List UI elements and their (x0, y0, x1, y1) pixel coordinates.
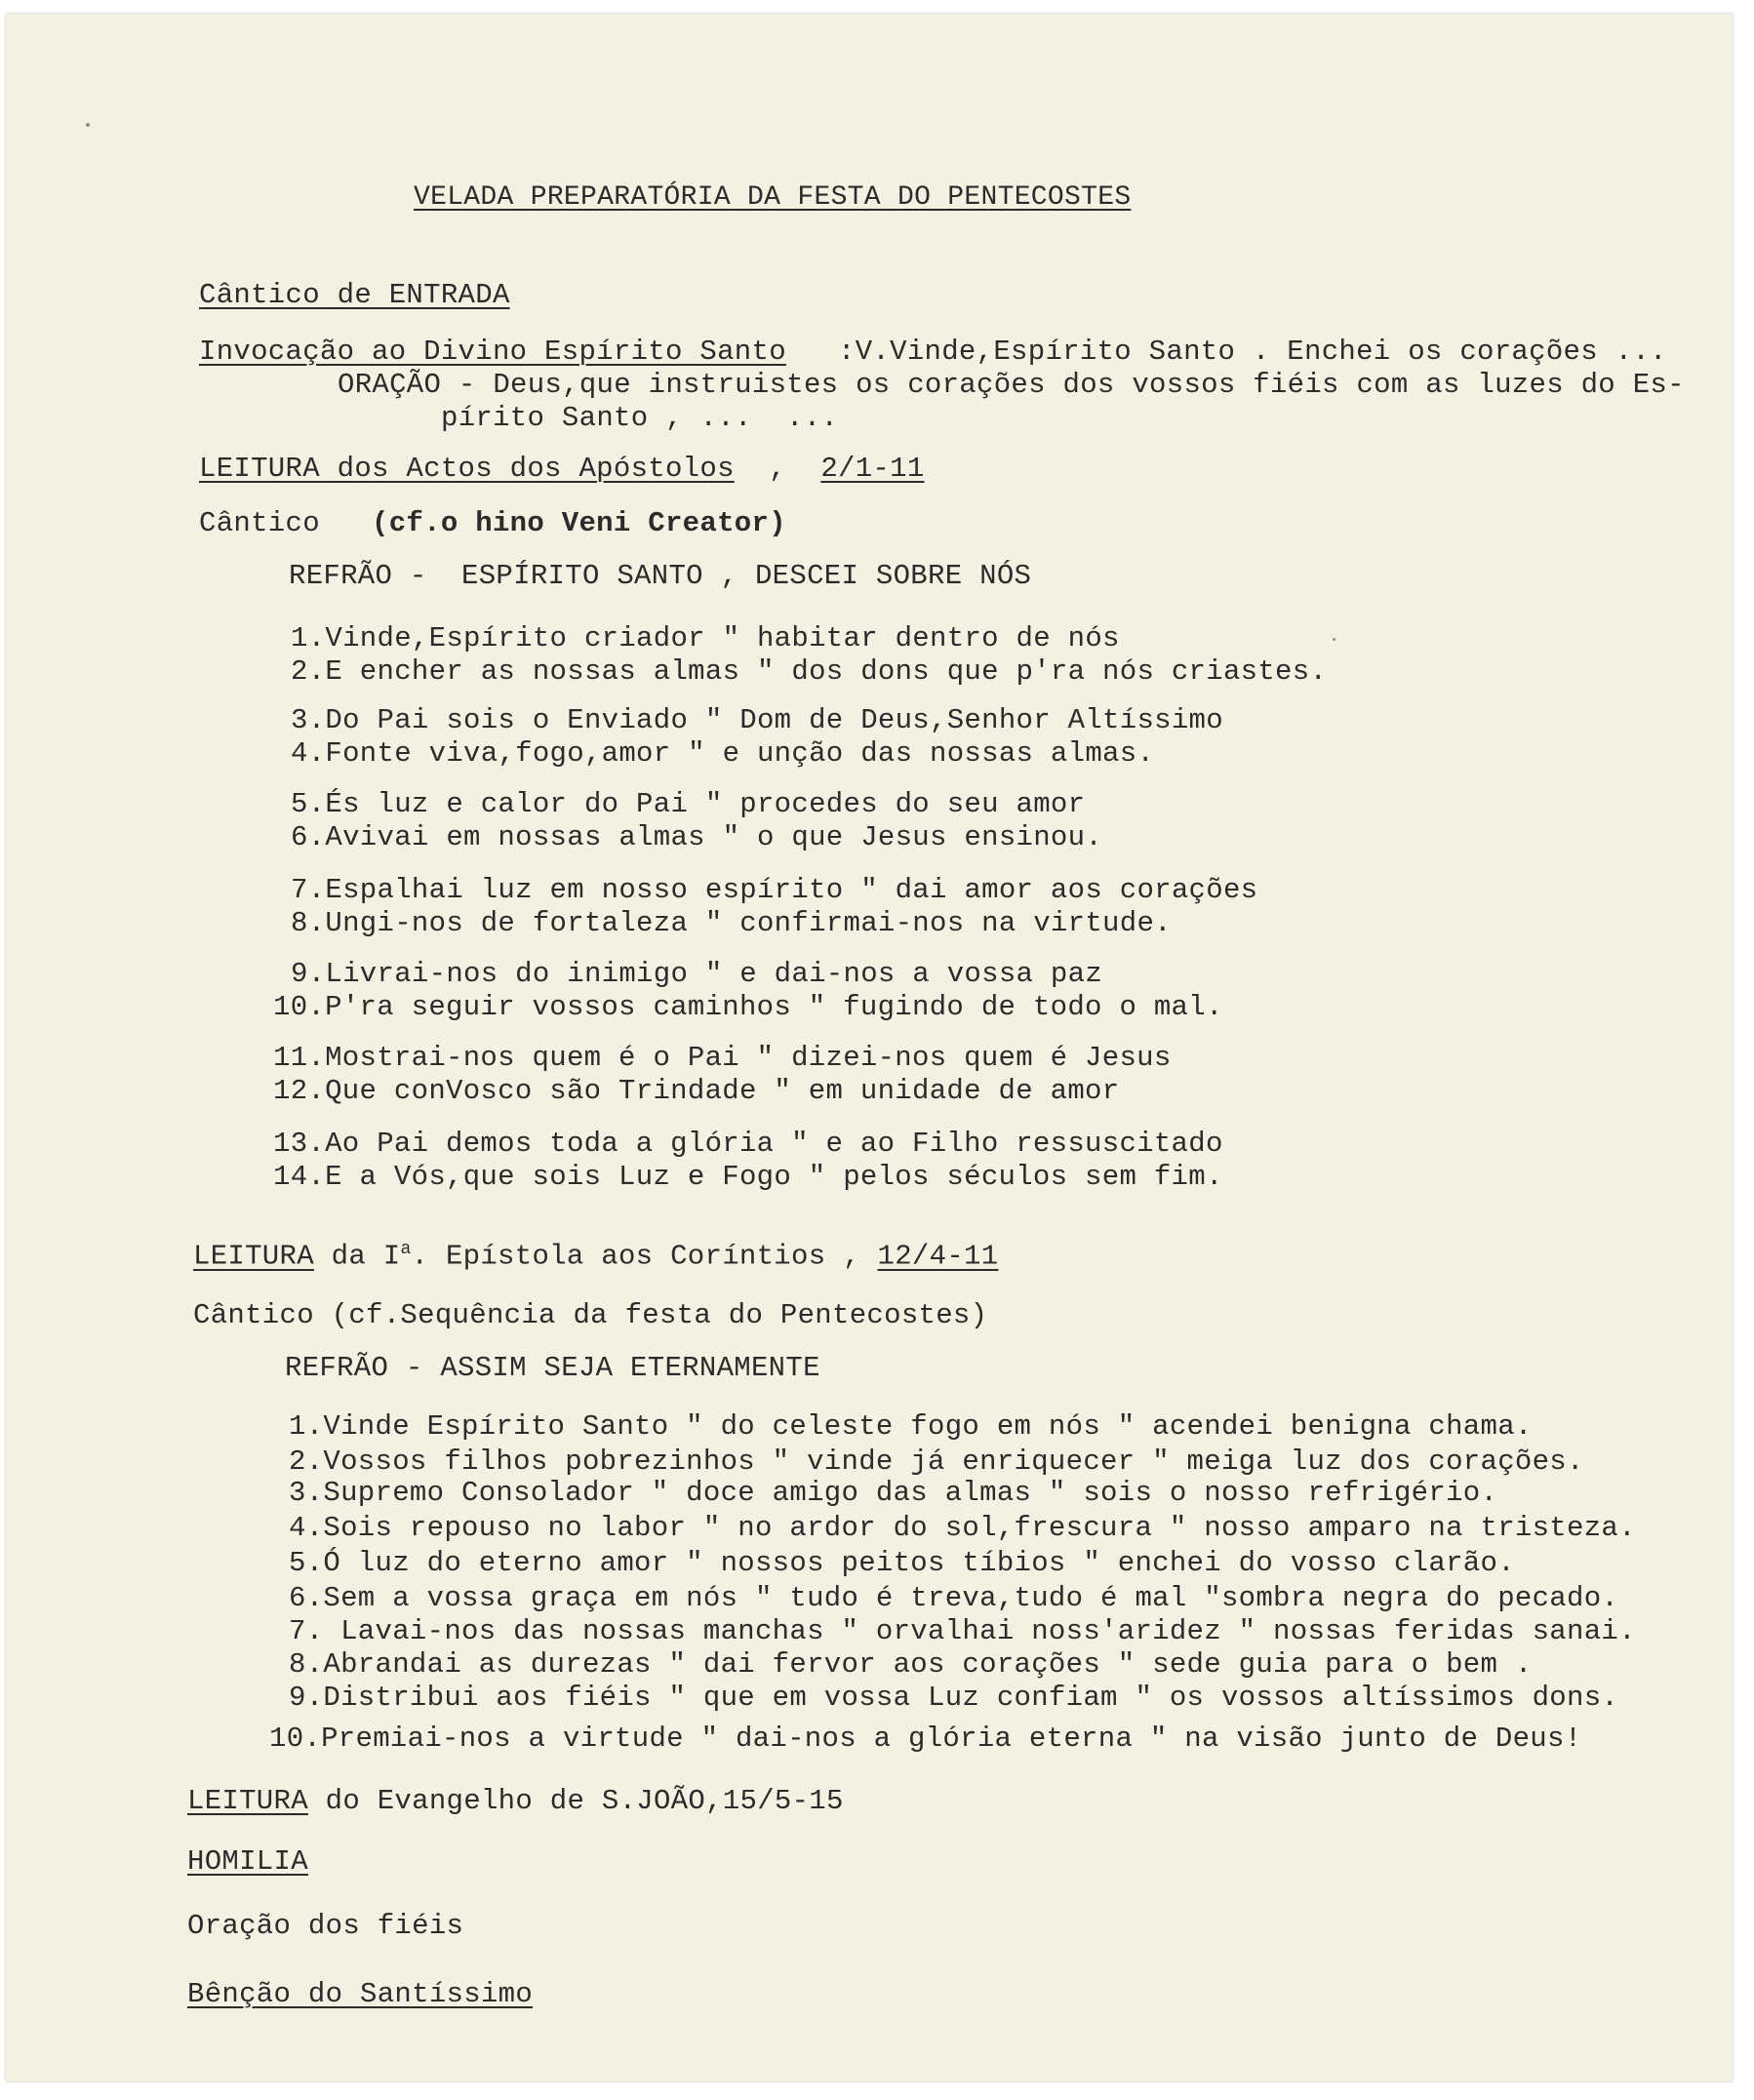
cantico-sequencia: Cântico (cf.Sequência da festa do Pentecostes) (193, 1299, 988, 1331)
hymn-verse: 3.Supremo Consolador " doce amigo das almas " sois o nosso refrigério. (289, 1477, 1498, 1509)
hymn-verse: 6.Avivai em nossas almas " o que Jesus ensinou. (291, 821, 1103, 853)
leitura-evangelho-text: do Evangelho de S.JOÃO,15/5-15 (307, 1785, 844, 1817)
section-invocacao (199, 336, 1667, 369)
oracao-line-2: pírito Santo , ... ... (441, 402, 839, 434)
cantico-label: Cântico (199, 507, 320, 539)
invocacao-versicle: :V.Vinde,Espírito Santo . Enchei os corações ... (838, 336, 1667, 368)
leitura-actos: LEITURA dos Actos dos Apóstolos , 2/1-11 (199, 453, 925, 485)
hymn-verse: 13.Ao Pai demos toda a glória " e ao Filho ressuscitado (273, 1128, 1223, 1160)
leitura-label: LEITURA (187, 1785, 308, 1817)
homilia: HOMILIA (187, 1845, 308, 1878)
oracao-fieis: Oração dos fiéis (187, 1910, 464, 1942)
document-page (6, 14, 1733, 2081)
hymn-verse: 14.E a Vós,que sois Luz e Fogo " pelos séculos sem fim. (273, 1161, 1223, 1193)
hymn-verse: 3.Do Pai sois o Enviado " Dom de Deus,Senhor Altíssimo (291, 704, 1223, 736)
leitura-corintios: LEITURA da $I^a$. Epístola aos Coríntios , 12/4-11 (193, 1240, 999, 1273)
hymn-verse: 8.Abrandai as durezas " dai fervor aos corações " sede guia para o bem . (289, 1648, 1533, 1681)
cantico-note: (cf.o hino Veni Creator) (372, 507, 786, 539)
hymn-verse: 8.Ungi-nos de fortaleza " confirmai-nos na virtude. (291, 907, 1172, 939)
hymn-verse: 2.Vossos filhos pobrezinhos " vinde já enriquecer " meiga luz dos corações. (289, 1446, 1584, 1478)
leitura-actos-ref: 2/1-11 (820, 453, 925, 485)
hymn-verse: 11.Mostrai-nos quem é o Pai " dizei-nos quem é Jesus (273, 1042, 1172, 1074)
hymn-verse: 9.Distribui aos fiéis " que em vossa Luz confiam " os vossos altíssimos dons. (289, 1682, 1619, 1714)
leitura-evangelho (187, 1785, 844, 1818)
hymn-verse: 5.És luz e calor do Pai " procedes do seu amor (291, 788, 1086, 820)
bencao-santissimo: Bênção do Santíssimo (187, 1978, 534, 2010)
leitura-label: LEITURA (199, 453, 320, 485)
paper-speck (86, 123, 90, 127)
oracao-line-1: ORAÇÃO - Deus,que instruistes os corações dos vossos fiéis com as luzes do Es- (338, 369, 1685, 401)
hymn-verse: 10.P'ra seguir vossos caminhos " fugindo de todo o mal. (273, 991, 1223, 1023)
hymn-verse: 7. Lavai-nos das nossas manchas " orvalhai noss'aridez " nossas feridas sanai. (289, 1615, 1636, 1647)
invocacao-heading: Invocação ao Divino Espírito Santo (199, 336, 786, 368)
hymn-verse: 2.E encher as nossas almas " dos dons que p'ra nós criastes. (291, 655, 1328, 688)
hymn-verse: 9.Livrai-nos do inimigo " e dai-nos a vossa paz (291, 958, 1103, 990)
section-entrada: Cântico de ENTRADA (199, 279, 510, 311)
hymn-verse: 7.Espalhai luz em nosso espírito " dai amor aos corações (291, 874, 1258, 906)
hymn-verse: 1.Vinde,Espírito criador " habitar dentro de nós (291, 622, 1120, 654)
hymn-verse: 4.Sois repouso no labor " no ardor do sol,frescura " nosso amparo na tristeza. (289, 1512, 1636, 1544)
hymn-verse: 10.Premiai-nos a virtude " dai-nos a glória eterna " na visão junto de Deus! (269, 1723, 1582, 1755)
refrain-1: REFRÃO - ESPÍRITO SANTO , DESCEI SOBRE NÓS (289, 560, 1032, 592)
refrain-2: REFRÃO - ASSIM SEJA ETERNAMENTE (285, 1352, 820, 1384)
cantico-veni (199, 507, 786, 540)
hymn-verse: 4.Fonte viva,fogo,amor " e unção das nossas almas. (291, 737, 1155, 770)
hymn-verse: 12.Que conVosco são Trindade " em unidade de amor (273, 1075, 1120, 1107)
hymn-verse: 6.Sem a vossa graça em nós " tudo é treva,tudo é mal "sombra negra do pecado. (289, 1582, 1619, 1614)
document-title: VELADA PREPARATÓRIA DA FESTA DO PENTECOSTES (414, 182, 1132, 213)
leitura-corintios-ref: 12/4-11 (877, 1240, 999, 1273)
paper-speck (1333, 638, 1335, 641)
hymn-verse: 5.Ó luz do eterno amor " nossos peitos tíbios " enchei do vosso clarão. (289, 1547, 1515, 1579)
leitura-actos-text: dos Actos dos Apóstolos (319, 453, 735, 485)
leitura-label: LEITURA (193, 1240, 314, 1273)
hymn-verse: 1.Vinde Espírito Santo " do celeste fogo em nós " acendei benigna chama. (289, 1410, 1533, 1443)
